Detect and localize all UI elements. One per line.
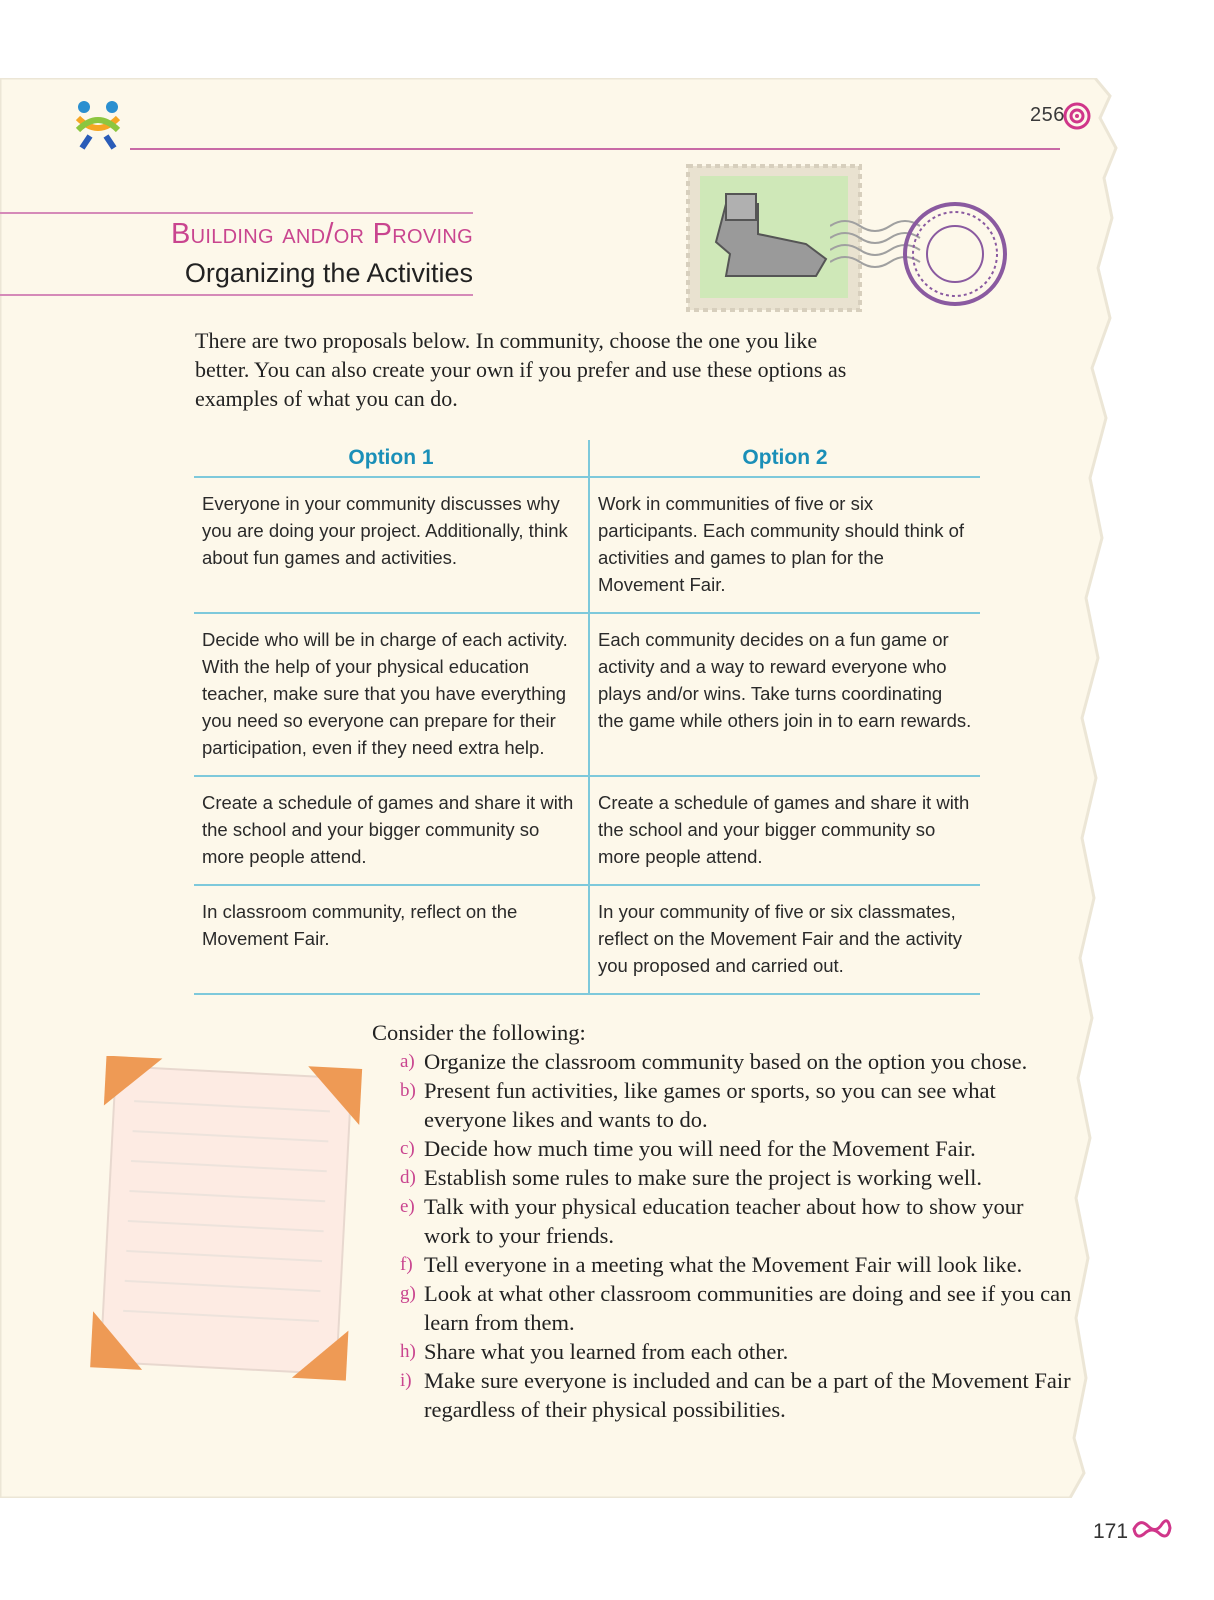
list-item-text: Decide how much time you will need for the Movement Fair. xyxy=(424,1136,976,1161)
page-number-top: 256 xyxy=(1030,104,1065,126)
list-item xyxy=(400,1047,1072,1076)
list-item-text: Present fun activities, like games or sports, so you can see what everyone likes and wants to do. xyxy=(424,1078,996,1132)
table-row xyxy=(194,477,980,613)
list-marker: h) xyxy=(400,1341,416,1362)
list-item xyxy=(400,1134,1072,1163)
list-marker: c) xyxy=(400,1138,415,1159)
list-item-text: Tell everyone in a meeting what the Movement Fair will look like. xyxy=(424,1252,1023,1277)
option-1-cell: Everyone in your community discusses why you are doing your project. Additionally, think about fun games and activities. xyxy=(194,477,589,613)
list-item xyxy=(400,1163,1072,1192)
section-rule-top xyxy=(0,212,473,214)
option-2-cell: Create a schedule of games and share it with the school and your bigger community so more people attend. xyxy=(589,776,980,885)
page-number-bottom: 171 xyxy=(1093,1520,1129,1543)
note-paper-icon xyxy=(84,1056,364,1386)
option-2-cell: Each community decides on a fun game or activity and a way to reward everyone who plays and/or wins. Take turns coordinating the game while others join in to earn rewards. xyxy=(589,613,980,776)
list-item-text: Make sure everyone is included and can be a part of the Movement Fair regardless of their physical possibilities. xyxy=(424,1368,1071,1422)
list-item xyxy=(400,1192,1072,1250)
list-marker: a) xyxy=(400,1051,415,1072)
section-title: Building and/or Proving xyxy=(170,218,473,250)
list-marker: e) xyxy=(400,1196,415,1217)
table-row xyxy=(194,613,980,776)
option-1-header: Option 1 xyxy=(194,440,589,477)
section-rule-bottom xyxy=(0,294,473,296)
consider-heading: Consider the following: xyxy=(372,1020,586,1045)
list-item xyxy=(400,1366,1072,1424)
consider-section xyxy=(372,1018,1072,1424)
consider-list xyxy=(372,1047,1072,1424)
list-marker: g) xyxy=(400,1283,416,1304)
table-row xyxy=(194,776,980,885)
option-2-cell: Work in communities of five or six participants. Each community should think of activities and games to plan for the Movement Fair. xyxy=(589,477,980,613)
list-marker: b) xyxy=(400,1080,416,1101)
option-1-cell: Create a schedule of games and share it with the school and your bigger community so more people attend. xyxy=(194,776,589,885)
logo-icon xyxy=(72,98,124,150)
list-item-text: Organize the classroom community based on the option you chose. xyxy=(424,1049,1028,1074)
postmark-icon xyxy=(830,196,1010,314)
section-subtitle: Organizing the Activities xyxy=(184,258,473,288)
list-marker: d) xyxy=(400,1167,416,1188)
header-rule xyxy=(130,148,1060,150)
list-item-text: Establish some rules to make sure the project is working well. xyxy=(424,1165,983,1190)
list-item-text: Share what you learned from each other. xyxy=(424,1339,789,1364)
list-item xyxy=(400,1250,1072,1279)
list-item xyxy=(400,1279,1072,1337)
list-marker: f) xyxy=(400,1254,413,1275)
list-item-text: Look at what other classroom communities are doing and see if you can learn from them. xyxy=(424,1281,1072,1335)
list-marker: i) xyxy=(400,1370,412,1391)
pink-spiral-ornament-icon xyxy=(1062,100,1092,132)
intro-paragraph: There are two proposals below. In community, choose the one you like better. You can also create your own if you prefer and use these options as examples of what you can do. xyxy=(195,328,847,411)
option-2-cell: In your community of five or six classmates, reflect on the Movement Fair and the activity you proposed and carried out. xyxy=(589,885,980,994)
list-item-text: Talk with your physical education teacher about how to show your work to your friends. xyxy=(424,1194,1024,1248)
pink-knot-ornament-icon xyxy=(1130,1516,1174,1542)
option-1-cell: In classroom community, reflect on the Movement Fair. xyxy=(194,885,589,994)
option-1-cell: Decide who will be in charge of each activity. With the help of your physical education teacher, make sure that you have everything you need so everyone can prepare for their participation, even if they need extra help. xyxy=(194,613,589,776)
list-item xyxy=(400,1076,1072,1134)
table-row xyxy=(194,885,980,994)
option-2-header: Option 2 xyxy=(589,440,980,477)
list-item xyxy=(400,1337,1072,1366)
options-table xyxy=(194,440,980,995)
